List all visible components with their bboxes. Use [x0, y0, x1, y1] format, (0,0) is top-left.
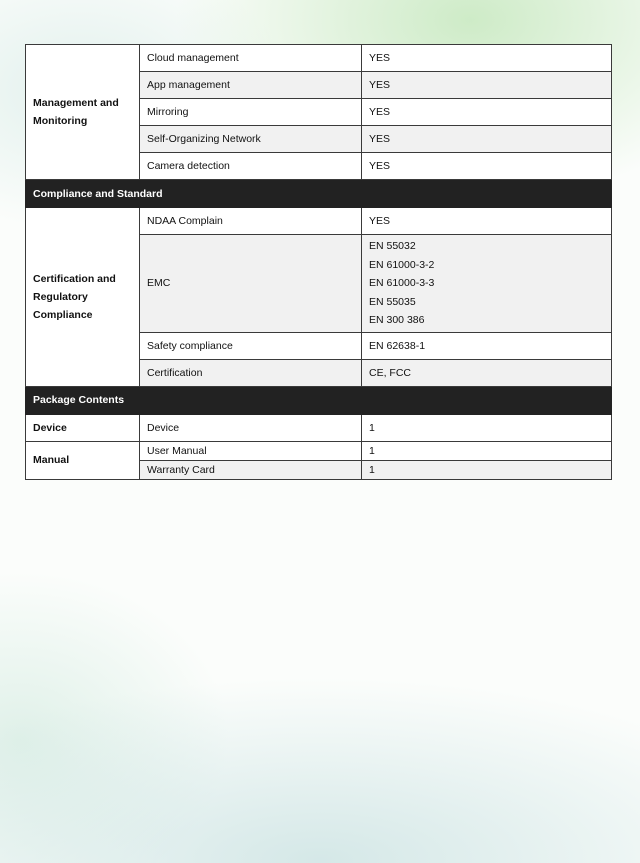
group-label-certification: Certification and Regulatory Compliance	[26, 208, 140, 387]
spec-value: 1	[362, 460, 612, 479]
spec-key: Certification	[140, 359, 362, 386]
section-header-package: Package Contents	[26, 386, 612, 414]
spec-value: YES	[362, 72, 612, 99]
spec-key: NDAA Complain	[140, 208, 362, 235]
spec-key: Cloud management	[140, 45, 362, 72]
group-label-manual: Manual	[26, 441, 140, 479]
spec-table	[25, 44, 612, 480]
spec-value-list	[362, 235, 612, 333]
spec-value: YES	[362, 45, 612, 72]
section-header-row	[26, 180, 612, 208]
spec-key: Mirroring	[140, 99, 362, 126]
emc-standard: EN 55035	[369, 295, 416, 308]
group-label-management: Management and Monitoring	[26, 45, 140, 180]
table-row	[26, 208, 612, 235]
section-header-row	[26, 386, 612, 414]
spec-value: CE, FCC	[362, 359, 612, 386]
spec-value: YES	[362, 126, 612, 153]
spec-key: EMC	[140, 235, 362, 333]
spec-value: YES	[362, 99, 612, 126]
spec-key: Self-Organizing Network	[140, 126, 362, 153]
spec-key: Camera detection	[140, 153, 362, 180]
spec-value: 1	[362, 441, 612, 460]
spec-key: App management	[140, 72, 362, 99]
emc-standard: EN 61000-3-2	[369, 258, 435, 271]
group-label-device: Device	[26, 414, 140, 441]
table-row	[26, 441, 612, 460]
table-row	[26, 414, 612, 441]
table-row	[26, 45, 612, 72]
section-header-compliance: Compliance and Standard	[26, 180, 612, 208]
spec-key: Safety compliance	[140, 332, 362, 359]
spec-key: Device	[140, 414, 362, 441]
spec-value: YES	[362, 208, 612, 235]
spec-value: 1	[362, 414, 612, 441]
emc-standard: EN 61000-3-3	[369, 277, 435, 289]
spec-value: EN 62638-1	[362, 332, 612, 359]
emc-standard: EN 55032	[369, 240, 416, 252]
emc-standard: EN 300 386	[369, 314, 425, 326]
spec-key: User Manual	[140, 441, 362, 460]
spec-key: Warranty Card	[140, 460, 362, 479]
spec-value: YES	[362, 153, 612, 180]
